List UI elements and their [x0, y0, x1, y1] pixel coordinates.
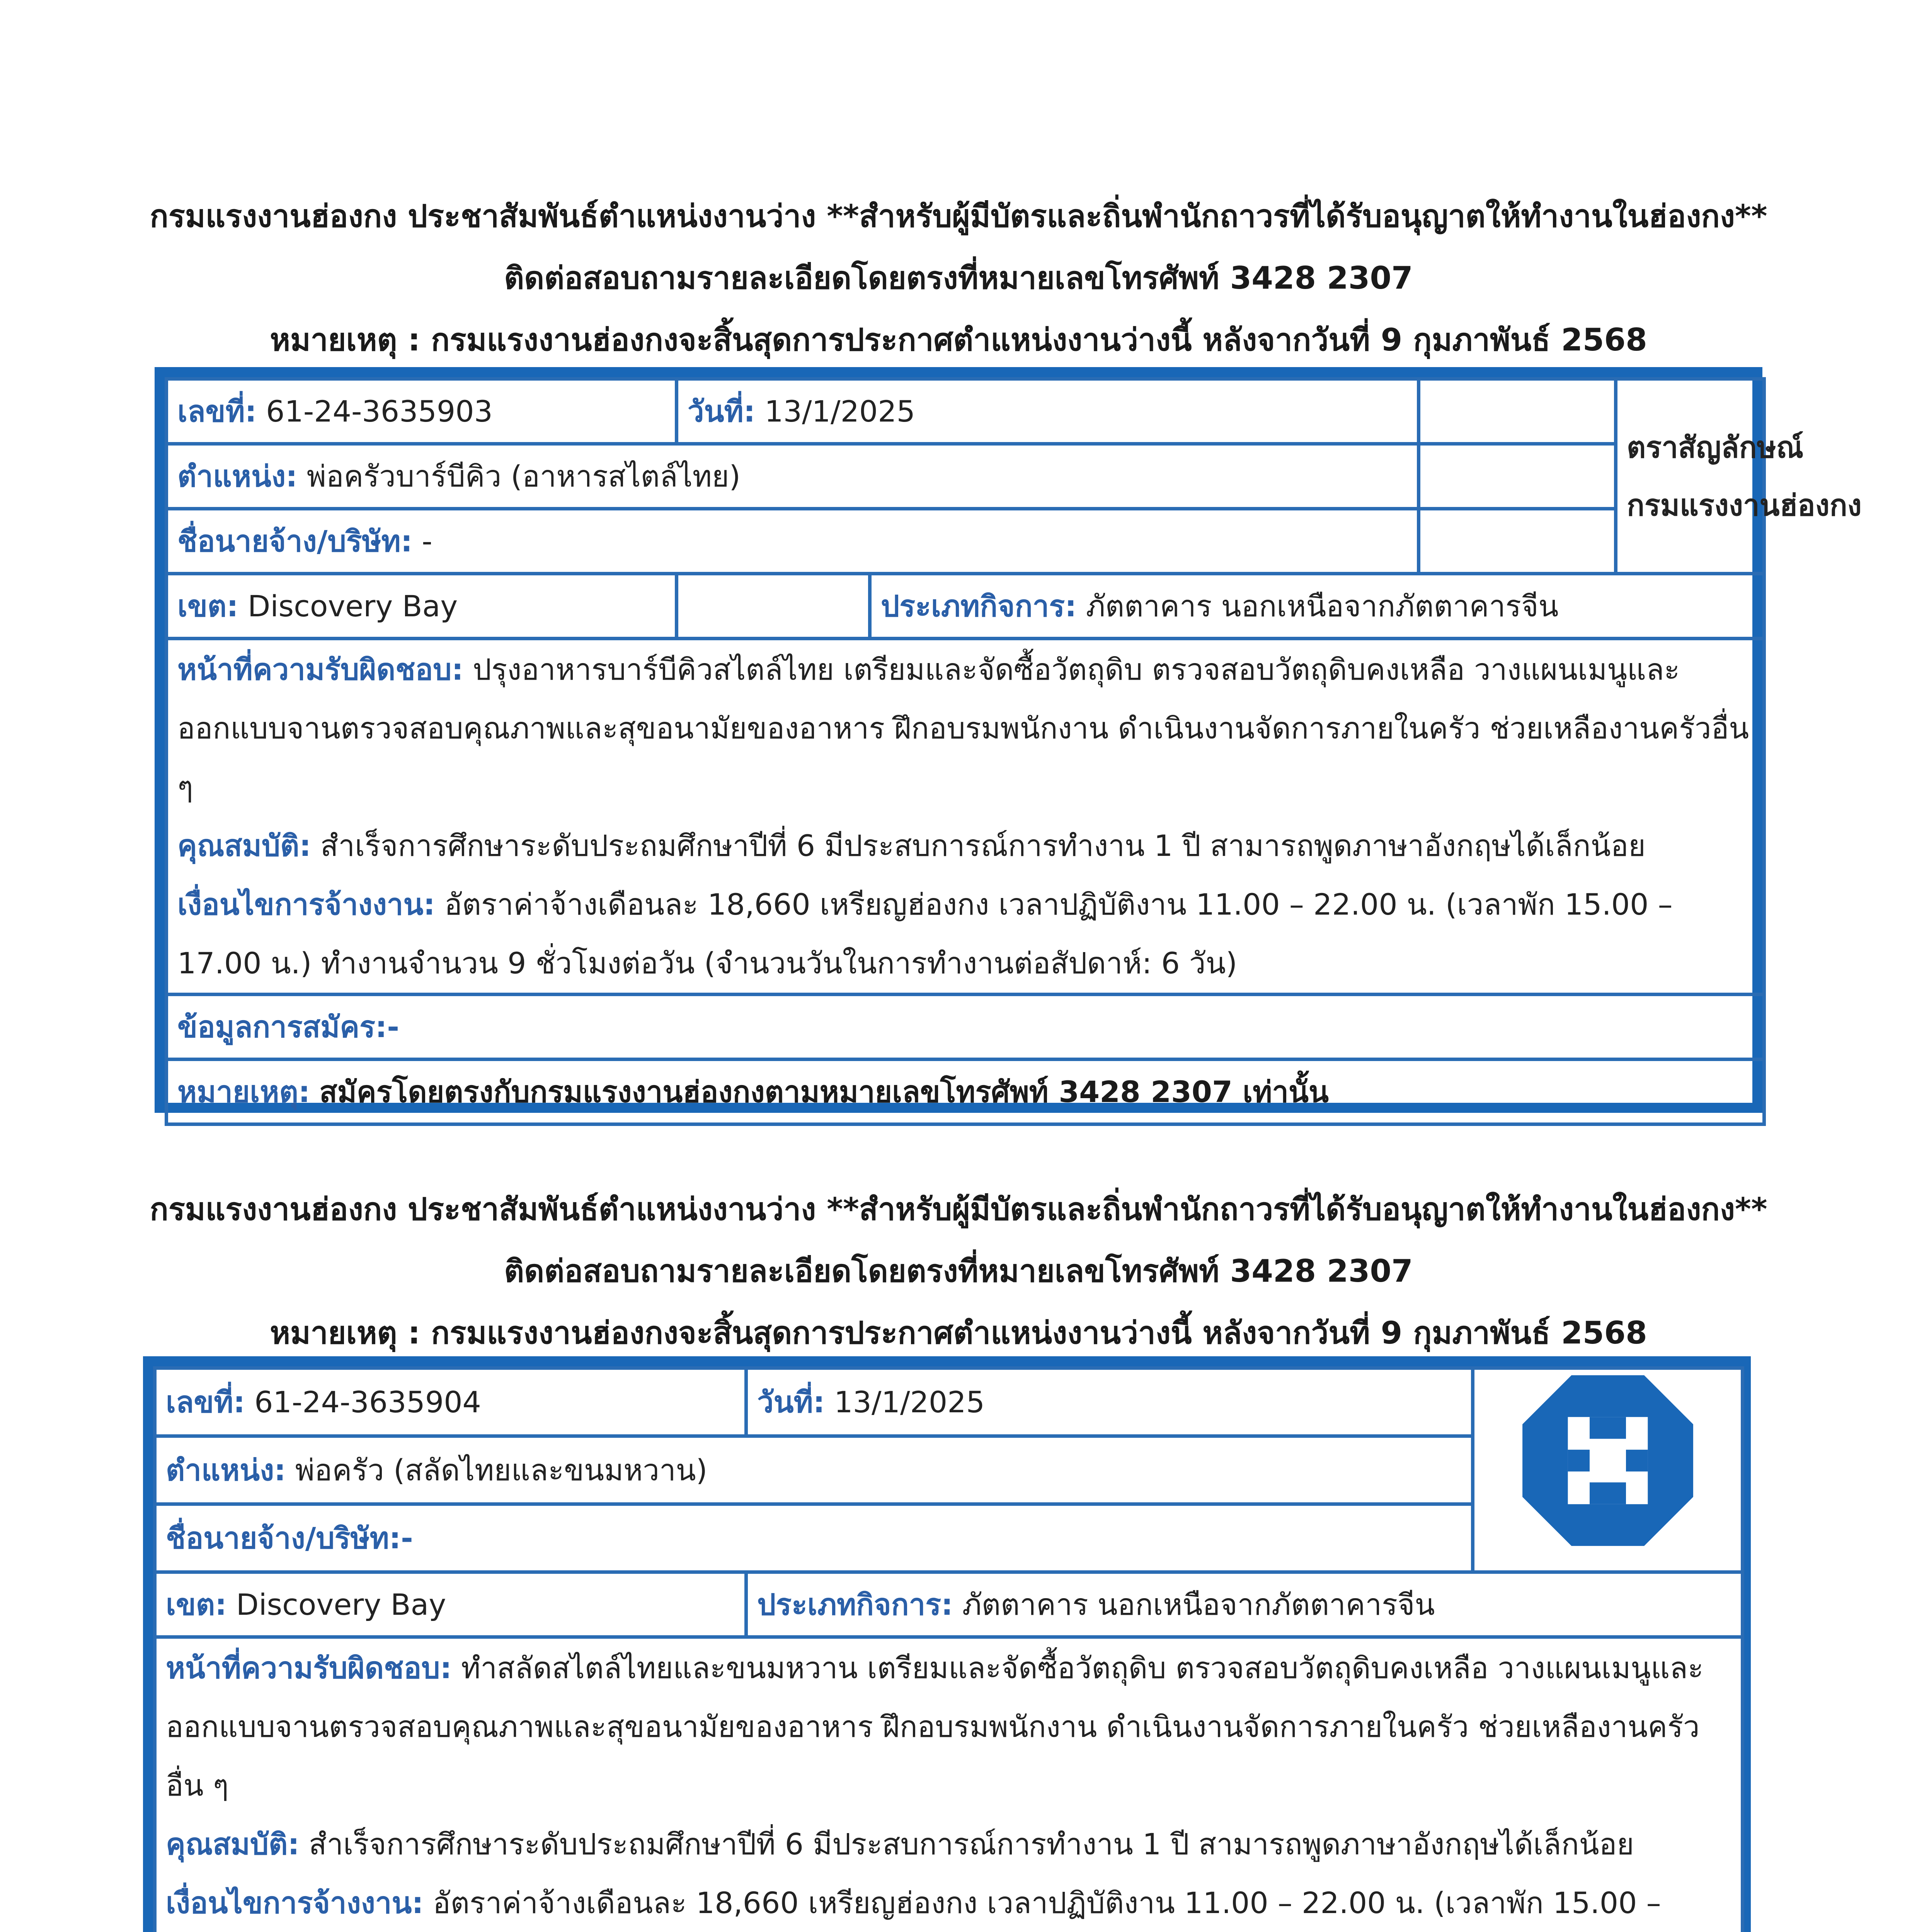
- header-line-2: ติดต่อสอบถามรายละเอียดโดยตรงที่หมายเลขโทรศัพท์ 3428 2307: [504, 260, 1413, 296]
- qualification-label: คุณสมบัติ:: [177, 828, 311, 863]
- district-value: Discovery Bay: [236, 1587, 446, 1622]
- header-line-1: กรมแรงงานฮ่องกง ประชาสัมพันธ์ตำแหน่งงานว่าง **สำหรับผู้มีบัตรและถิ่นพำนักถาวรที่ได้รับอนุญาตให้ทำงานในฮ่องกง**: [150, 198, 1767, 234]
- employer-label: ชื่อนายจ้าง/บริษัท:-: [166, 1520, 413, 1555]
- industry-label: ประเภทกิจการ:: [757, 1587, 953, 1622]
- empty-cell: [1419, 509, 1616, 574]
- industry-label: ประเภทกิจการ:: [881, 588, 1077, 623]
- seal-line-2: กรมแรงงานฮ่องกง: [1627, 488, 1862, 522]
- district-label: เขต:: [166, 1587, 227, 1622]
- header-line-2: ติดต่อสอบถามรายละเอียดโดยตรงที่หมายเลขโทรศัพท์ 3428 2307: [504, 1253, 1413, 1289]
- logo-cell: [1473, 1368, 1743, 1572]
- industry-cell: [870, 574, 1764, 639]
- position-value: พ่อครัว (สลัดไทยและขนมหวาน): [295, 1452, 708, 1487]
- employer-label: ชื่อนายจ้าง/บริษัท:: [177, 524, 413, 558]
- terms-value: อัตราค่าจ้างเดือนละ 18,660 เหรียญฮ่องกง เวลาปฏิบัติงาน 11.00 – 22.00 น. (เวลาพัก 15.00 – 17.00 น.) ทำงานจำนวน 9 ชั่วโมงต่อวัน (จำนวนวันในการทำงานต่อสัปดาห์: 6 วัน): [177, 887, 1673, 980]
- duties-row: [177, 640, 1753, 816]
- seal-line-1: ตราสัญลักษณ์: [1627, 430, 1804, 464]
- header-line-3: หมายเหตุ : กรมแรงงานฮ่องกงจะสิ้นสุดการประกาศตำแหน่งงานว่างนี้ หลังจากวันที่ 9 กุมภาพันธ์ 2568: [270, 322, 1647, 358]
- qualification-value: สำเร็จการศึกษาระดับประถมศึกษาปีที่ 6 มีประสบการณ์การทำงาน 1 ปี สามารถพูดภาษาอังกฤษได้เล็กน้อย: [309, 1827, 1634, 1861]
- job-number-value: 61-24-3635903: [266, 394, 493, 429]
- posting-2-header: [0, 1179, 1917, 1364]
- qualification-row: [177, 816, 1753, 875]
- job-number-label: เลขที่:: [177, 394, 257, 429]
- empty-cell: [1419, 444, 1616, 509]
- duties-label: หน้าที่ความรับผิดชอบ:: [166, 1651, 452, 1685]
- qualification-row: [166, 1815, 1731, 1874]
- job-number-cell: [155, 1368, 746, 1436]
- details-cell: [155, 1637, 1743, 1932]
- industry-cell: [746, 1572, 1743, 1637]
- job-number-label: เลขที่:: [166, 1384, 245, 1419]
- duties-row: [166, 1639, 1731, 1815]
- employer-cell: [155, 1504, 1473, 1572]
- note-value: สมัครโดยตรงกับกรมแรงงานฮ่องกงตามหมายเลขโทรศัพท์ 3428 2307 เท่านั้น: [319, 1074, 1329, 1109]
- labour-department-logo-icon: [1517, 1370, 1699, 1551]
- duties-value: ทำสลัดสไตล์ไทยและขนมหวาน เตรียมและจัดซื้อวัตถุดิบ ตรวจสอบวัตถุดิบคงเหลือ วางแผนเมนูและออกแบบจานตรวจสอบคุณภาพและสุขอนามัยของอาหาร ฝึกอบรมพนักงาน ดำเนินงานจัดการภายในครัว ช่วยเหลืองานครัวอื่น ๆ: [166, 1651, 1704, 1803]
- application-info-label: ข้อมูลการสมัคร:-: [177, 1009, 399, 1044]
- industry-value: ภัตตาคาร นอกเหนือจากภัตตาคารจีน: [962, 1587, 1435, 1622]
- position-label: ตำแหน่ง:: [166, 1452, 286, 1487]
- seal-cell: [1616, 379, 1862, 574]
- note-cell: [167, 1060, 1764, 1124]
- empty-cell: [677, 574, 870, 639]
- employer-value: -: [422, 524, 432, 558]
- job-number-value: 61-24-3635904: [254, 1384, 481, 1419]
- terms-label: เงื่อนไขการจ้างงาน:: [177, 887, 435, 922]
- note-label: หมายเหตุ:: [177, 1074, 310, 1109]
- duties-value: ปรุงอาหารบาร์บีคิวสไตล์ไทย เตรียมและจัดซื้อวัตถุดิบ ตรวจสอบวัตถุดิบคงเหลือ วางแผนเมนูและออกแบบจานตรวจสอบคุณภาพและสุขอนามัยของอาหาร ฝึกอบรมพนักงาน ดำเนินงานจัดการภายในครัว ช่วยเหลืองานครัวอื่น ๆ: [177, 652, 1749, 804]
- qualification-label: คุณสมบัติ:: [166, 1827, 300, 1861]
- date-label: วันที่:: [757, 1384, 825, 1419]
- district-cell: [155, 1572, 746, 1637]
- employer-cell: [167, 509, 1419, 574]
- date-cell: [677, 379, 1419, 444]
- date-value: 13/1/2025: [764, 394, 915, 429]
- terms-row: [177, 875, 1753, 993]
- position-label: ตำแหน่ง:: [177, 459, 298, 493]
- date-value: 13/1/2025: [834, 1384, 985, 1419]
- header-line-3: หมายเหตุ : กรมแรงงานฮ่องกงจะสิ้นสุดการประกาศตำแหน่งงานว่างนี้ หลังจากวันที่ 9 กุมภาพันธ์ 2568: [270, 1315, 1647, 1351]
- position-value: พ่อครัวบาร์บีคิว (อาหารสไตล์ไทย): [306, 459, 741, 493]
- terms-row: [166, 1874, 1731, 1932]
- district-label: เขต:: [177, 588, 238, 623]
- empty-cell: [1419, 379, 1616, 444]
- industry-value: ภัตตาคาร นอกเหนือจากภัตตาคารจีน: [1086, 588, 1559, 623]
- posting-2-panel: [143, 1356, 1751, 1932]
- posting-2-table: [153, 1366, 1744, 1932]
- duties-label: หน้าที่ความรับผิดชอบ:: [177, 652, 463, 687]
- district-value: Discovery Bay: [247, 588, 458, 623]
- posting-1-panel: [155, 367, 1862, 1113]
- application-info-cell: [167, 995, 1764, 1060]
- date-cell: [746, 1368, 1473, 1436]
- position-cell: [167, 444, 1419, 509]
- date-label: วันที่:: [688, 394, 756, 429]
- position-cell: [155, 1436, 1473, 1504]
- details-cell: [167, 639, 1764, 995]
- posting-1-table: [165, 377, 1862, 1126]
- posting-1-header: [0, 185, 1917, 371]
- district-cell: [167, 574, 677, 639]
- qualification-value: สำเร็จการศึกษาระดับประถมศึกษาปีที่ 6 มีประสบการณ์การทำงาน 1 ปี สามารถพูดภาษาอังกฤษได้เล็กน้อย: [320, 828, 1646, 863]
- terms-label: เงื่อนไขการจ้างงาน:: [166, 1886, 424, 1920]
- job-number-cell: [167, 379, 677, 444]
- header-line-1: กรมแรงงานฮ่องกง ประชาสัมพันธ์ตำแหน่งงานว่าง **สำหรับผู้มีบัตรและถิ่นพำนักถาวรที่ได้รับอนุญาตให้ทำงานในฮ่องกง**: [150, 1191, 1767, 1227]
- terms-value: อัตราค่าจ้างเดือนละ 18,660 เหรียญฮ่องกง เวลาปฏิบัติงาน 11.00 – 22.00 น. (เวลาพัก 15.00 –: [433, 1886, 1661, 1920]
